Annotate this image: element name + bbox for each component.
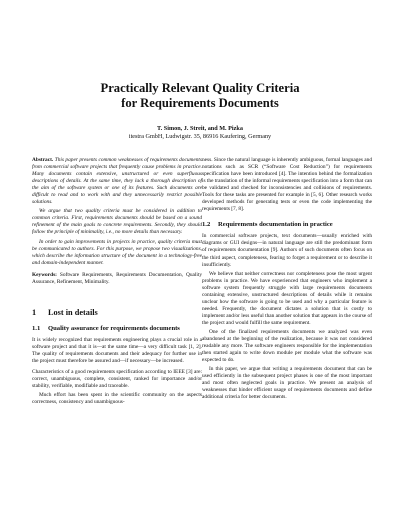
section-1-2-heading: [202, 221, 372, 229]
abstract-text-1: This paper presents common weaknesses of requirements documents from commercial software projects that frequently cause problems in practice. Many documents contain extensive, unstructured or even superfluous descriptions of details. At the same time, they lack a thorough description of the aim of the software system or one of its features. Such documents are difficult to read and to work with and they unnecessarily restrict possible solutions.: [32, 157, 202, 206]
body-paragraph-5: In commercial software projects, text documents—usually enriched with diagrams or GUI designs—in natural language are still the predominant form of requirements documentation [9]. Authors of such documents often focus on the third aspect, completeness, fearing to forget a requirement or to describe it insufficiently.: [202, 233, 372, 268]
left-column: [32, 157, 202, 408]
right-column: [202, 157, 372, 403]
section-1-title: Lost in details: [48, 307, 98, 317]
paper-title: [0, 81, 400, 111]
body-paragraph-7: One of the finalized requirements documents we analyzed was even abandoned at the beginning of the realization, because it was not considered readable any more. The software engineers responsible for the implementation then started again to write down module per module what the software was expected to do.: [202, 328, 372, 364]
title-line-1: Practically Relevant Quality Criteria: [100, 81, 300, 95]
section-1-1-number: 1.1: [32, 324, 41, 332]
abstract-paragraph-1: [32, 157, 202, 206]
abstract-paragraph-2: We argue that two quality criteria must be considered in addition to common criteria. First, requirements documents should be based on a sound refinement of the main goals to concrete requirements. Secondly, they should follow the principle of minimality, i.e., no more details than necessary.: [32, 208, 202, 236]
keywords: [32, 272, 202, 286]
body-paragraph-3: Much effort has been spent in the scientific community on the aspects correctness, consistency and unambiguous-: [32, 392, 202, 406]
abstract-label: Abstract.: [32, 157, 54, 163]
body-paragraph-6: We believe that neither correctness nor completeness pose the most urgent problems in practice. We have experienced that engineers who implement a software system frequently struggle with large requirements documents containing extensive, unstructured descriptions of details while it remains unclear how the software is going to be used and why a particular feature is needed. Frequently, the document dictates a solution that is costly to implement and/or less useful than another solution that appears in the course of the project and would fulfill the same requirement.: [202, 270, 372, 326]
body-paragraph-2: Characteristics of a good requirements specification according to IEEE [3] are: correct, unambiguous, complete, consistent, ranked for importance and/or stability, verifiable, modifiable and traceable.: [32, 368, 202, 390]
title-line-2: for Requirements Documents: [121, 96, 279, 110]
keywords-label: Keywords:: [32, 271, 57, 278]
section-1-2-number: 1.2: [202, 221, 211, 229]
section-1-number: 1: [32, 307, 37, 317]
abstract-paragraph-3: In order to gain improvements in projects in practice, quality criteria must be communicated to authors. For this purpose, we propose two visualizations, which describe the information structure of the document in a technology-free and domain-independent manner.: [32, 238, 202, 266]
affiliation: itestra GmbH, Ludwigstr. 35, 86916 Kaufering, Germany: [128, 133, 272, 140]
section-1-1-title: Quality assurance for requirements documents: [48, 324, 180, 332]
section-1-1-heading: [32, 325, 202, 333]
keywords-text: Software Requirements, Requirements Documentation, Quality Assurance, Refinement, Minimality.: [32, 271, 202, 285]
section-1-2-title: Requirements documentation in practice: [218, 221, 333, 229]
body-paragraph-1: It is widely recognized that requirements engineering plays a crucial role in a software project and that it is—at the same time—a very difficult task [1, 2]. The quality of requirements documents and their adequacy for further use in the project must therefore be assured and—if necessary—be increased.: [32, 336, 202, 364]
authors: T. Simon, J. Streit, and M. Pizka: [157, 125, 243, 132]
body-paragraph-8: In this paper, we argue that writing a requirements document that can be used efficiently in the subsequent project phases is one of the most important and most often neglected goals in practice. We present an analysis of weaknesses that hinder efficient usage of requirements documents and define additional criteria for better documents.: [202, 366, 372, 401]
body-paragraph-4: ness. Since the natural language is inherently ambiguous, formal languages and notations such as SCR (“Software Cost Reduction”) for requirements specification have been introduced [4]. The intention behind the formalization is the translation of the informal requirements specification into a form that can be validated and checked for inconsistencies and collisions of requirements. Tools for these tasks are presented for example in [5, 6]. Other research works developed methods for generating tests or even the code implementing the requirements [7, 8].: [202, 157, 372, 213]
section-1-heading: [32, 308, 202, 318]
